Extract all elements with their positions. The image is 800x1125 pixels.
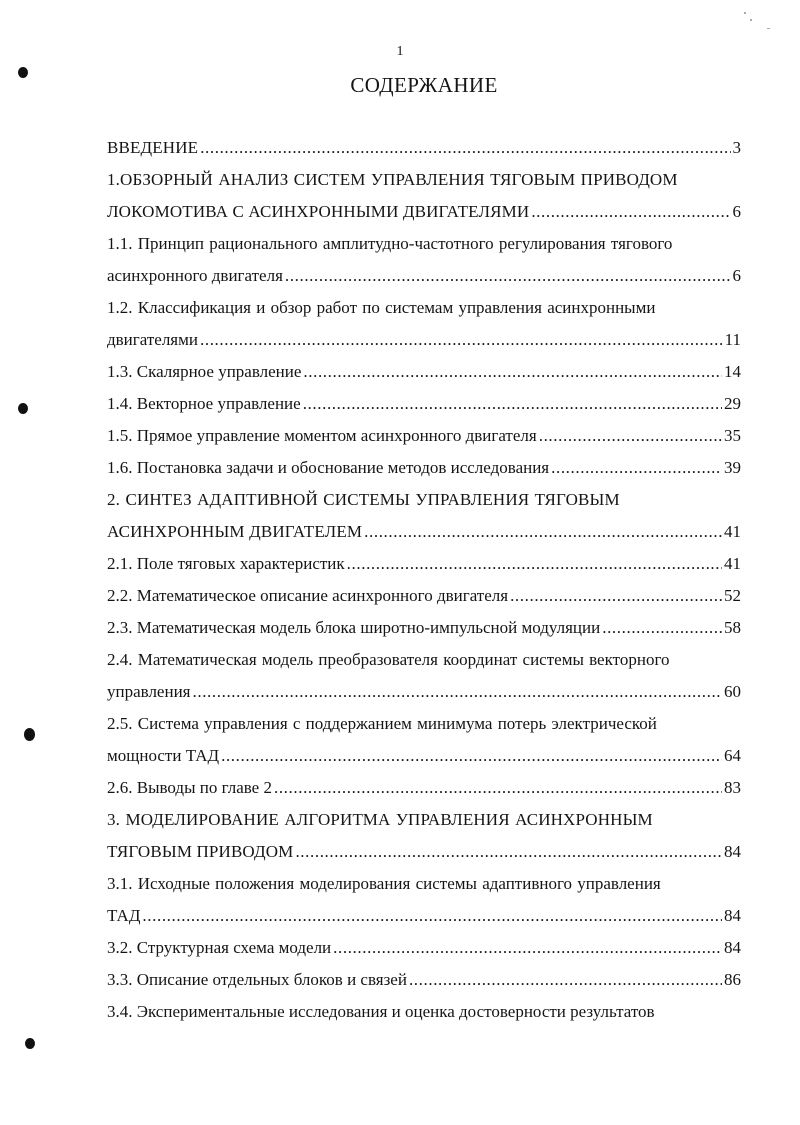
toc-entry-line: [107, 970, 741, 1002]
toc-entry-line: [107, 170, 741, 202]
toc-entry-title: 1.3. Скалярное управление: [107, 362, 302, 381]
toc-title: СОДЕРЖАНИЕ: [350, 73, 498, 97]
dot-leader: [551, 458, 722, 478]
toc-entry-title: АСИНХРОННЫМ ДВИГАТЕЛЕМ: [107, 522, 363, 541]
toc-entry-line: [107, 714, 741, 746]
toc-page-number: 6: [732, 266, 741, 285]
toc-entry-title: 1.5. Прямое управление моментом асинхронного двигателя: [107, 426, 537, 445]
dot-leader: [303, 394, 722, 414]
toc-page-number: 3: [732, 138, 741, 157]
toc-entry-title: 3.4. Экспериментальные исследования и оценка достоверности результатов: [107, 1002, 655, 1021]
dot-leader: [295, 842, 722, 862]
hole-punch-mark: [18, 403, 28, 414]
toc-entry-title: 3.1. Исходные положения моделирования системы адаптивного управления: [107, 874, 661, 893]
toc-entry-title: 2.6. Выводы по главе 2: [107, 778, 272, 797]
dot-leader: [142, 906, 722, 926]
toc-entry-title: 1.2. Классификация и обзор работ по системам управления асинхронными: [107, 298, 656, 317]
toc-entry-title: асинхронного двигателя: [107, 266, 283, 285]
toc-entry-line: [107, 618, 741, 650]
toc-page-number: 84: [724, 938, 741, 957]
toc-entry-title: ТЯГОВЫМ ПРИВОДОМ: [107, 842, 294, 861]
dot-leader: [333, 938, 722, 958]
hole-punch-mark: [18, 67, 28, 78]
dot-leader: [285, 266, 731, 286]
toc-page-number: 41: [724, 522, 741, 541]
scan-speck: [767, 28, 770, 29]
toc-entry-title: 2.4. Математическая модель преобразователя координат системы векторного: [107, 650, 670, 669]
dot-leader: [200, 138, 730, 158]
dot-leader: [409, 970, 722, 990]
toc-entry-line: [107, 490, 741, 522]
toc-entry-line: [107, 874, 741, 906]
toc-page-number: 6: [732, 202, 741, 221]
toc-entry-line: [107, 554, 741, 586]
table-of-contents: [107, 138, 741, 1034]
toc-entry-line: [107, 330, 741, 362]
toc-page-number: 58: [724, 618, 741, 637]
toc-entry-line: [107, 906, 741, 938]
toc-entry-line: [107, 842, 741, 874]
toc-entry-title: 1.1. Принцип рационального амплитудно-частотного регулирования тягового: [107, 234, 673, 253]
toc-entry-line: [107, 682, 741, 714]
dot-leader: [221, 746, 722, 766]
dot-leader: [200, 330, 723, 350]
toc-entry-line: [107, 810, 741, 842]
dot-leader: [274, 778, 722, 798]
dot-leader: [303, 362, 722, 382]
toc-page-number: 83: [724, 778, 741, 797]
toc-entry-line: [107, 586, 741, 618]
dot-leader: [347, 554, 722, 574]
toc-page-number: 52: [724, 586, 741, 605]
toc-entry-line: [107, 138, 741, 170]
toc-entry-line: [107, 298, 741, 330]
toc-entry-line: [107, 650, 741, 682]
toc-page-number: 39: [724, 458, 741, 477]
toc-entry-line: [107, 426, 741, 458]
toc-page-number: 11: [724, 330, 741, 349]
toc-entry-title: управления: [107, 682, 191, 701]
toc-page-number: 84: [724, 906, 741, 925]
toc-entry-line: [107, 938, 741, 970]
hole-punch-mark: [25, 1038, 35, 1049]
toc-entry-title: 2. СИНТЕЗ АДАПТИВНОЙ СИСТЕМЫ УПРАВЛЕНИЯ ТЯГОВЫМ: [107, 490, 620, 509]
toc-page-number: 60: [724, 682, 741, 701]
toc-page-number: 35: [724, 426, 741, 445]
toc-entry-line: [107, 234, 741, 266]
toc-entry-line: [107, 1002, 741, 1034]
toc-entry-line: [107, 746, 741, 778]
toc-entry-title: 2.1. Поле тяговых характеристик: [107, 554, 345, 573]
toc-entry-title: ВВЕДЕНИЕ: [107, 138, 199, 157]
dot-leader: [539, 426, 722, 446]
toc-entry-title: 3.2. Структурная схема модели: [107, 938, 332, 957]
dot-leader: [510, 586, 722, 606]
toc-entry-line: [107, 522, 741, 554]
dot-leader: [193, 682, 723, 702]
dot-leader: [531, 202, 730, 222]
toc-entry-title: мощности ТАД: [107, 746, 220, 765]
page-number: 1: [396, 44, 404, 59]
toc-page-number: 14: [724, 362, 741, 381]
toc-entry-line: [107, 394, 741, 426]
toc-entry-line: [107, 458, 741, 490]
dot-leader: [602, 618, 722, 638]
toc-entry-title: 2.5. Система управления с поддержанием минимума потерь электрической: [107, 714, 657, 733]
toc-entry-title: 2.3. Математическая модель блока широтно-импульсной модуляции: [107, 618, 601, 637]
toc-page-number: 64: [724, 746, 741, 765]
hole-punch-mark: [24, 728, 35, 741]
toc-entry-line: [107, 362, 741, 394]
toc-entry-line: [107, 266, 741, 298]
toc-entry-title: 1.ОБЗОРНЫЙ АНАЛИЗ СИСТЕМ УПРАВЛЕНИЯ ТЯГОВЫМ ПРИВОДОМ: [107, 170, 678, 189]
toc-page-number: 41: [724, 554, 741, 573]
toc-page-number: 84: [724, 842, 741, 861]
toc-page-number: 29: [724, 394, 741, 413]
toc-entry-title: ТАД: [107, 906, 141, 925]
scan-speck: [750, 19, 752, 21]
toc-entry-title: 3.3. Описание отдельных блоков и связей: [107, 970, 407, 989]
toc-entry-title: ЛОКОМОТИВА С АСИНХРОННЫМИ ДВИГАТЕЛЯМИ: [107, 202, 530, 221]
toc-entry-title: 1.4. Векторное управление: [107, 394, 301, 413]
toc-entry-line: [107, 202, 741, 234]
scan-speck: [744, 12, 746, 14]
toc-entry-line: [107, 778, 741, 810]
toc-page-number: 86: [724, 970, 741, 989]
toc-entry-title: 2.2. Математическое описание асинхронного двигателя: [107, 586, 509, 605]
toc-entry-title: 3. МОДЕЛИРОВАНИЕ АЛГОРИТМА УПРАВЛЕНИЯ АСИНХРОННЫМ: [107, 810, 653, 829]
dot-leader: [364, 522, 722, 542]
toc-entry-title: 1.6. Постановка задачи и обоснование методов исследования: [107, 458, 550, 477]
toc-entry-title: двигателями: [107, 330, 198, 349]
